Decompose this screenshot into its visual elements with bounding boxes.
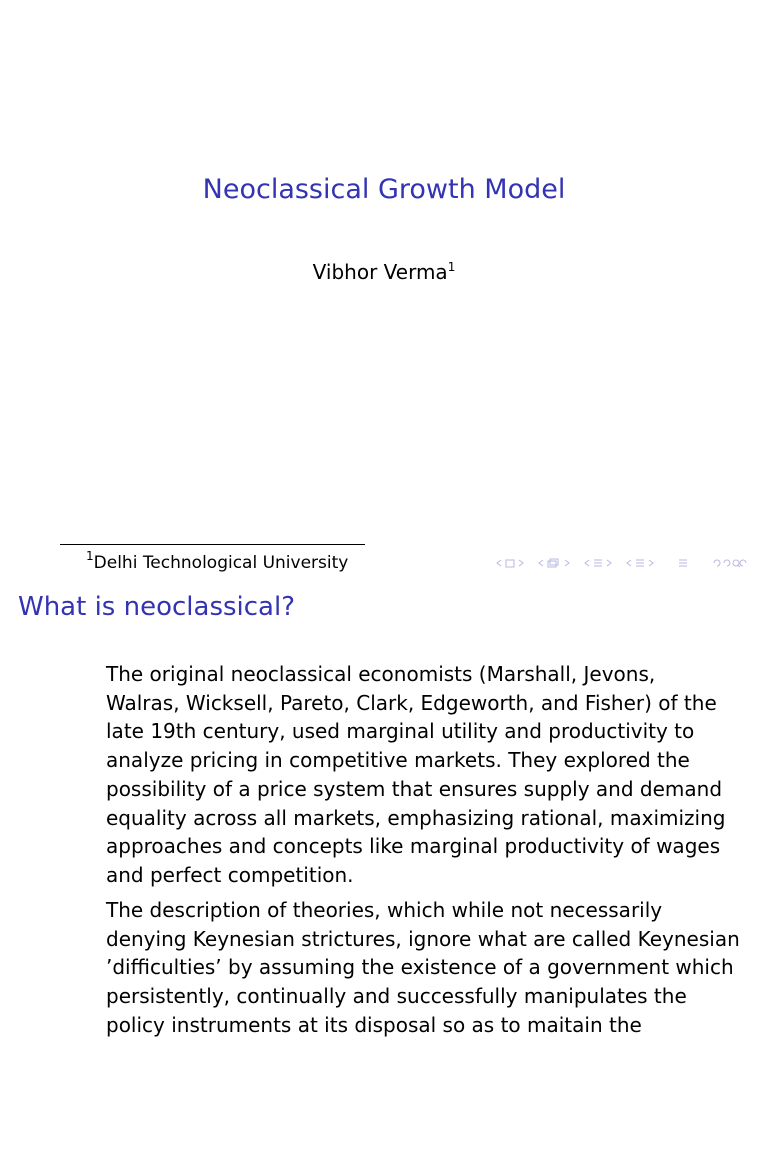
nav-next-arrow-icon[interactable] <box>606 559 612 567</box>
frame-navigation <box>496 559 524 568</box>
nav-prev-arrow-icon[interactable] <box>496 559 502 567</box>
footnote-mark: 1 <box>86 549 94 563</box>
nav-prev-arrow-icon[interactable] <box>538 559 544 567</box>
paragraph-line: persistently, continually and successfully manipulates the <box>106 984 687 1009</box>
search-icon[interactable] <box>712 558 748 568</box>
slide-stack-icon[interactable] <box>547 558 561 568</box>
paragraph-line: analyze pricing in competitive markets. They explored the <box>106 748 690 773</box>
paragraph-line: policy instruments at its disposal so as to maitain the <box>106 1012 642 1037</box>
footnote-rule <box>60 544 365 545</box>
section-icon[interactable] <box>635 558 645 568</box>
paragraph-line: The description of theories, which while not necessarily <box>106 898 663 922</box>
beamer-navigation-bar <box>496 556 748 570</box>
nav-prev-arrow-icon[interactable] <box>626 559 632 567</box>
appendix-icon[interactable] <box>678 558 688 568</box>
section-navigation <box>626 558 654 568</box>
frame-title: What is neoclassical? <box>18 592 296 622</box>
footnote-text: Delhi Technological University <box>93 553 349 573</box>
paragraph-1 <box>106 660 726 890</box>
paragraph-2 <box>106 896 740 1040</box>
paragraph-line: ’difficulties’ by assuming the existence of a government which <box>106 955 734 980</box>
paragraph-line: possibility of a price system that ensures supply and demand <box>106 776 723 801</box>
paragraph-line: late 19th century, used marginal utility and productivity to <box>106 719 695 744</box>
footnote <box>86 549 348 573</box>
author-footnote-mark: 1 <box>447 260 456 274</box>
paragraph-line: approaches and concepts like marginal productivity of wages <box>106 834 721 859</box>
content-slide <box>0 576 768 1152</box>
subsection-icon[interactable] <box>593 558 603 568</box>
frame-icon[interactable] <box>505 559 515 568</box>
nav-prev-arrow-icon[interactable] <box>584 559 590 567</box>
paragraph-line: and perfect competition. <box>106 862 354 887</box>
paragraph-line: Walras, Wicksell, Pareto, Clark, Edgeworth, and Fisher) of the <box>106 690 717 715</box>
paragraph-line: equality across all markets, emphasizing rational, maximizing <box>106 805 726 830</box>
nav-next-arrow-icon[interactable] <box>564 559 570 567</box>
author-line <box>0 260 768 284</box>
nav-next-arrow-icon[interactable] <box>518 559 524 567</box>
paragraph-line: denying Keynesian strictures, ignore what are called Keynesian <box>106 926 740 951</box>
presentation-title: Neoclassical Growth Model <box>202 174 566 205</box>
slide-navigation <box>538 558 570 568</box>
paragraph-line: The original neoclassical economists (Marshall, Jevons, <box>106 662 656 686</box>
subsection-navigation <box>584 558 612 568</box>
nav-next-arrow-icon[interactable] <box>648 559 654 567</box>
author-name: Vibhor Verma <box>312 260 448 284</box>
